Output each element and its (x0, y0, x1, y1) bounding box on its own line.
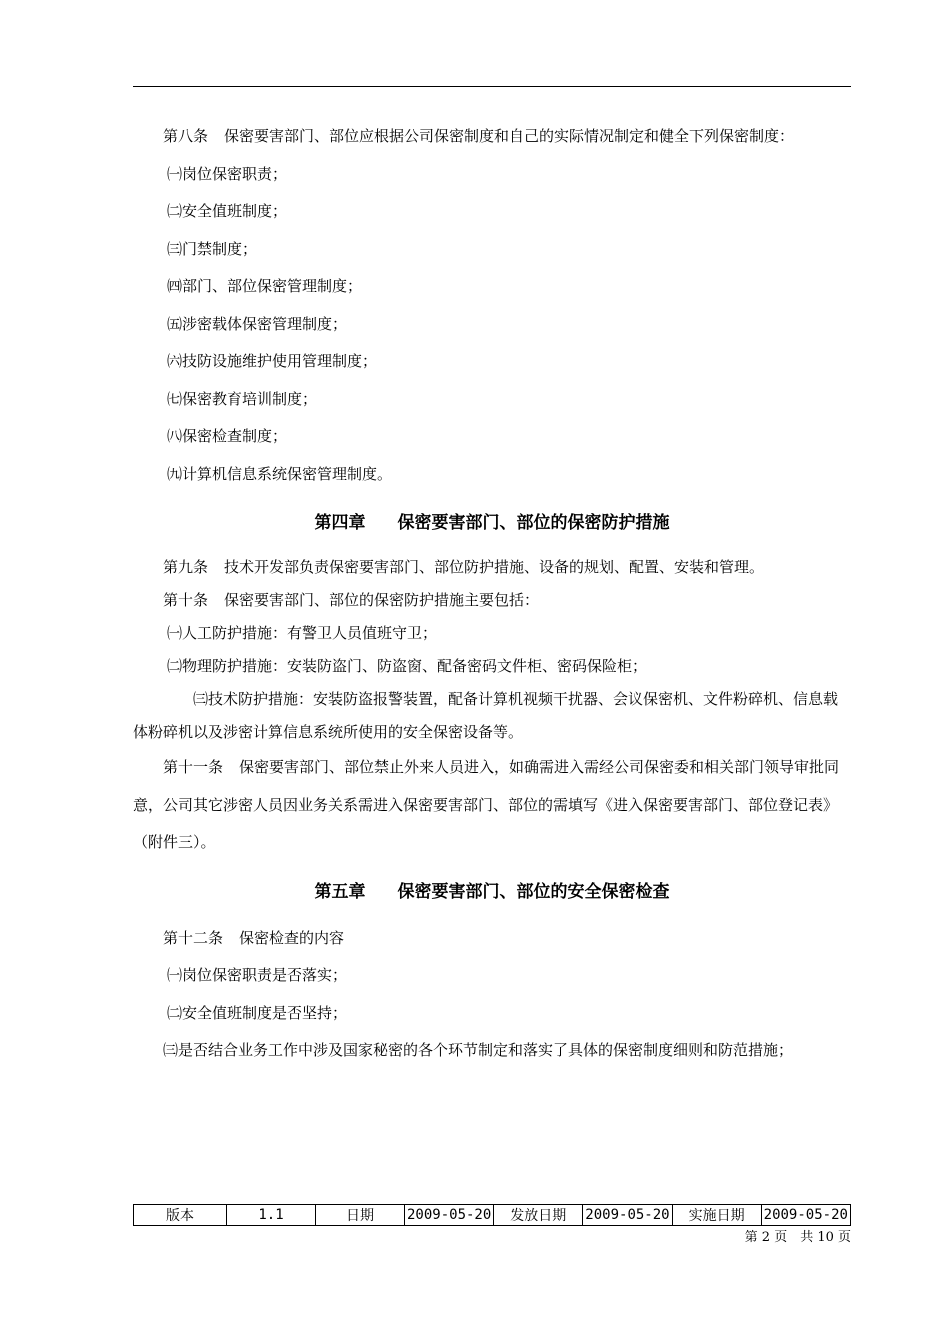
article-12-text: 保密检查的内容 (239, 928, 345, 947)
article-10-item-1: ㈠人工防护措施：有警卫人员值班守卫； (167, 624, 438, 642)
article-8-item-9: ㈨计算机信息系统保密管理制度。 (167, 464, 393, 483)
effective-date-value: 2009-05-20 (761, 1205, 850, 1226)
article-8-item-5: ㈤涉密载体保密管理制度； (167, 314, 348, 333)
article-8-item-4: ㈣部门、部位保密管理制度； (167, 277, 363, 295)
article-8-label: 第八条 (163, 127, 209, 145)
article-9 (133, 551, 851, 584)
version-label: 版本 (134, 1205, 227, 1226)
chapter-4-title: 保密要害部门、部位的保密防护措施 (397, 513, 670, 533)
chapter-4-heading (133, 507, 851, 539)
date-label: 日期 (316, 1205, 405, 1226)
document-body (133, 118, 851, 1070)
article-11-label: 第十一条 (163, 758, 224, 776)
effective-date-label: 实施日期 (672, 1205, 761, 1226)
article-11 (133, 749, 851, 862)
chapter-5-heading (133, 876, 851, 908)
article-8-item-3: ㈢门禁制度； (167, 239, 258, 258)
chapter-4-number: 第四章 (314, 513, 366, 533)
date-value: 2009-05-20 (405, 1205, 494, 1226)
article-10-label: 第十条 (163, 591, 209, 609)
article-8-item-6: ㈥技防设施维护使用管理制度； (167, 352, 378, 370)
version-row (134, 1205, 851, 1226)
article-10-item-3: ㈢技术防护措施：安装防盗报警装置，配备计算机视频干扰器、会议保密机、文件粉碎机、信息载体粉碎机以及涉密计算信息系统所使用的安全保密设备等。 (133, 690, 839, 741)
version-table (133, 1204, 851, 1226)
article-9-text: 技术开发部负责保密要害部门、部位防护措施、设备的规划、配置、安装和管理。 (224, 558, 765, 576)
article-10 (133, 584, 851, 617)
article-8-item-8: ㈧保密检查制度； (167, 427, 288, 445)
article-9-label: 第九条 (163, 558, 209, 576)
article-8 (133, 118, 851, 156)
article-12-item-3: ㈢是否结合业务工作中涉及国家秘密的各个环节制定和落实了具体的保密制度细则和防范措施； (163, 1041, 794, 1059)
version-value: 1.1 (227, 1205, 316, 1226)
chapter-5-title: 保密要害部门、部位的安全保密检查 (397, 881, 670, 902)
article-12 (133, 920, 851, 958)
article-12-item-1: ㈠岗位保密职责是否落实； (167, 966, 348, 984)
article-8-text: 保密要害部门、部位应根据公司保密制度和自己的实际情况制定和健全下列保密制度： (224, 127, 795, 145)
issue-date-value: 2009-05-20 (583, 1205, 672, 1226)
header-rule (133, 86, 851, 87)
page-number: 第 2 页 共 10 页 (744, 1230, 851, 1245)
issue-date-label: 发放日期 (494, 1205, 583, 1226)
article-12-item-2: ㈡安全值班制度是否坚持； (167, 1003, 348, 1022)
article-8-item-7: ㈦保密教育培训制度； (167, 389, 318, 408)
article-10-item-2: ㈡物理防护措施：安装防盗门、防盗窗、配备密码文件柜、密码保险柜； (167, 657, 648, 675)
article-11-text: 保密要害部门、部位禁止外来人员进入，如确需进入需经公司保密委和相关部门领导审批同意，公司其它涉密人员因业务关系需进入保密要害部门、部位的需填写《进入保密要害部门、部位登记表》（附件三）。 (133, 758, 840, 851)
article-10-text: 保密要害部门、部位的保密防护措施主要包括： (224, 591, 540, 609)
article-8-item-1: ㈠岗位保密职责； (167, 164, 288, 183)
article-8-item-2: ㈡安全值班制度； (167, 202, 288, 220)
article-12-label: 第十二条 (163, 928, 224, 947)
chapter-5-number: 第五章 (314, 881, 366, 902)
